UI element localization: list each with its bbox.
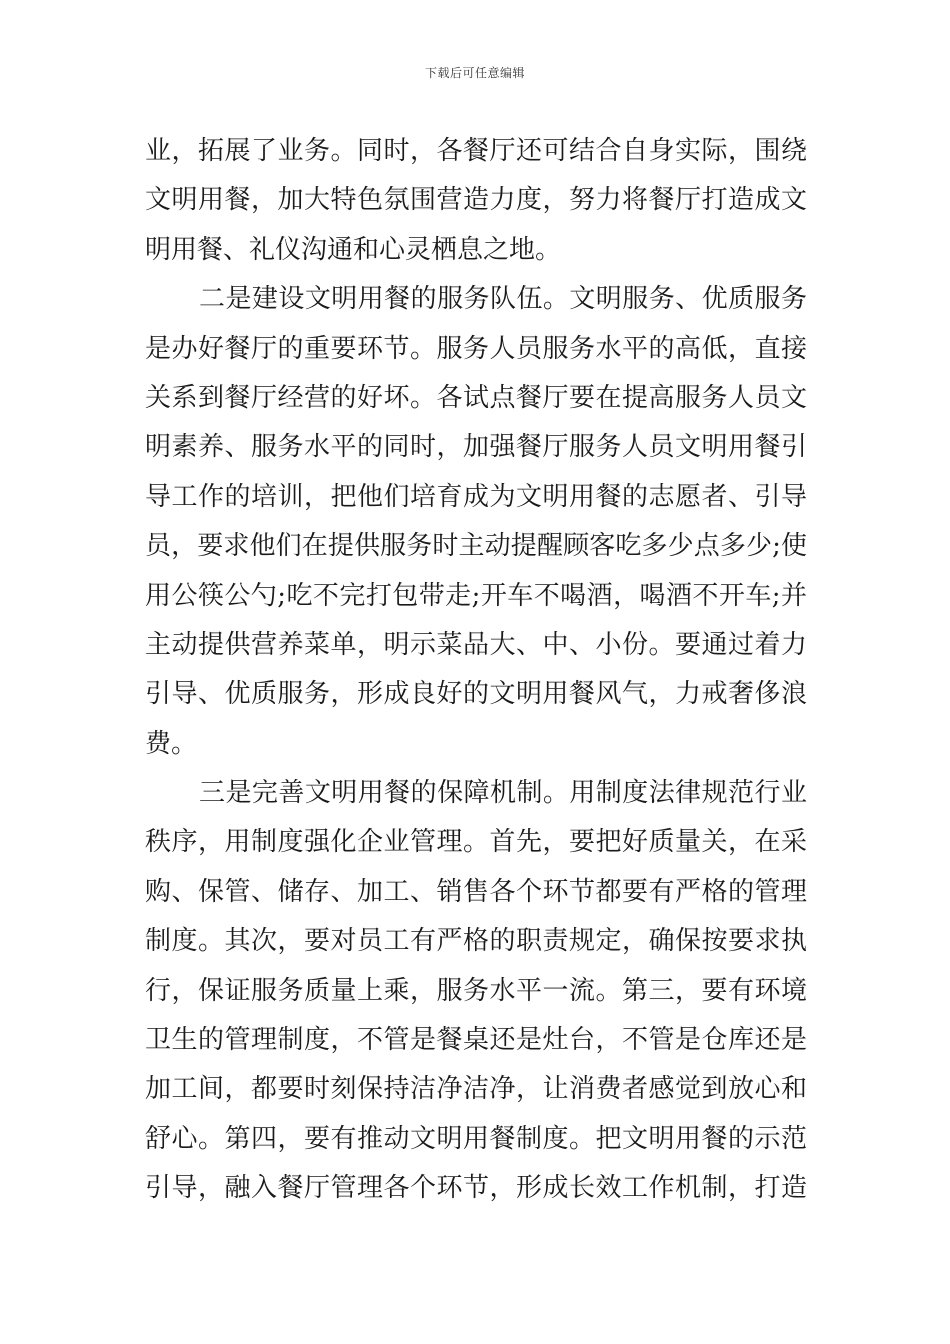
- text-line: 员，要求他们在提供服务时主动提醒顾客吃多少点多少;使: [145, 531, 807, 562]
- text-line: 是办好餐厅的重要环节。服务人员服务水平的高低，直接: [145, 333, 807, 364]
- document-body: [145, 127, 807, 1214]
- text-line: 行，保证服务质量上乘，服务水平一流。第三，要有环境: [145, 975, 807, 1006]
- text-line: 引导、优质服务，形成良好的文明用餐风气，力戒奢侈浪: [145, 679, 807, 710]
- text-line: 主动提供营养菜单，明示菜品大、中、小份。要通过着力: [145, 629, 807, 660]
- text-line: 加工间，都要时刻保持洁净洁净，让消费者感觉到放心和: [145, 1074, 807, 1105]
- paragraph-start-line: 二是建设文明用餐的服务队伍。文明服务、优质服务: [199, 284, 807, 315]
- text-line: 引导，融入餐厅管理各个环节，形成长效工作机制，打造: [145, 1173, 807, 1204]
- text-line: 秩序，用制度强化企业管理。首先，要把好质量关，在采: [145, 827, 807, 858]
- text-line: 制度。其次，要对员工有严格的职责规定，确保按要求执: [145, 926, 807, 957]
- text-line: 舒心。第四，要有推动文明用餐制度。把文明用餐的示范: [145, 1123, 807, 1154]
- text-line: 用公筷公勺;吃不完打包带走;开车不喝酒，喝酒不开车;并: [145, 580, 807, 611]
- text-line: 文明用餐，加大特色氛围营造力度，努力将餐厅打造成文: [145, 185, 807, 216]
- text-line: 导工作的培训，把他们培育成为文明用餐的志愿者、引导: [145, 481, 807, 512]
- text-line: 关系到餐厅经营的好坏。各试点餐厅要在提高服务人员文: [145, 382, 807, 413]
- paragraph-start-line: 三是完善文明用餐的保障机制。用制度法律规范行业: [199, 778, 807, 809]
- text-line: 业，拓展了业务。同时，各餐厅还可结合自身实际，围绕: [145, 136, 807, 166]
- text-line: 卫生的管理制度，不管是餐桌还是灶台，不管是仓库还是: [145, 1025, 807, 1056]
- page-header: 下载后可任意编辑: [424, 66, 525, 80]
- text-line: 明素养、服务水平的同时，加强餐厅服务人员文明用餐引: [145, 432, 807, 463]
- text-line: 购、保管、储存、加工、销售各个环节都要有严格的管理: [145, 876, 807, 907]
- text-line: 费。: [145, 728, 198, 759]
- text-line: 明用餐、礼仪沟通和心灵栖息之地。: [145, 234, 562, 265]
